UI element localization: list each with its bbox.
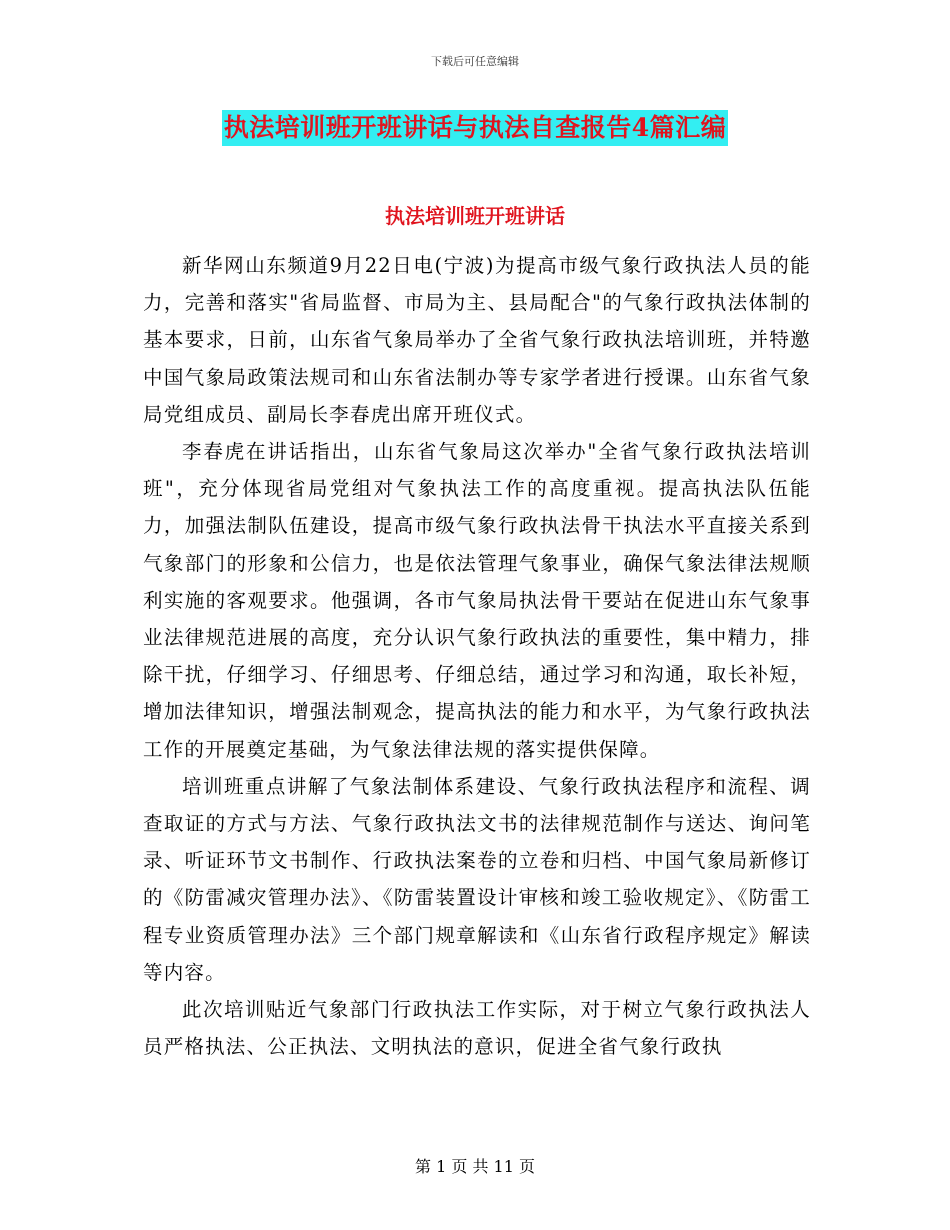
paragraph: 培训班重点讲解了气象法制体系建设、气象行政执法程序和流程、调查取证的方式与方法、气象行政执法文书的法律规范制作与送达、询问笔录、听证环节文书制作、行政执法案卷的立卷和归档、中国气象局新修订的《防雷减灾管理办法》、《防雷装置设计审核和竣工验收规定》、《防雷工程专业资质管理办法》三个部门规章解读和《山东省行政程序规定》解读等内容。 [143,774,811,984]
section-title: 执法培训班开班讲话 [385,204,565,228]
page-number: 第 1 页 共 11 页 [415,1157,535,1176]
paragraph: 此次培训贴近气象部门行政执法工作实际，对于树立气象行政执法人员严格执法、公正执法、文明执法的意识，促进全省气象行政执 [143,998,811,1059]
main-title-wrap [0,110,950,146]
header-note: 下载后可任意编辑 [431,55,519,68]
paragraph: 李春虎在讲话指出，山东省气象局这次举办"全省气象行政执法培训班"，充分体现省局党组对气象执法工作的高度重视。提高执法队伍能力，加强法制队伍建设，提高市级气象行政执法骨干执法水平直接关系到气象部门的形象和公信力，也是依法管理气象事业，确保气象法律法规顺利实施的客观要求。他强调，各市气象局执法骨干要站在促进山东气象事业法律规范进展的高度，充分认识气象行政执法的重要性，集中精力，排除干扰，仔细学习、仔细思考、仔细总结，通过学习和沟通，取长补短，增加法律知识，增强法制观念，提高执法的能力和水平，为气象行政执法工作的开展奠定基础，为气象法律法规的落实提供保障。 [143,440,811,761]
paragraph: 新华网山东频道9月22日电(宁波)为提高市级气象行政执法人员的能力，完善和落实"省局监督、市局为主、县局配合"的气象行政执法体制的基本要求，日前，山东省气象局举办了全省气象行政执法培训班，并特邀中国气象局政策法规司和山东省法制办等专家学者进行授课。山东省气象局党组成员、副局长李春虎出席开班仪式。 [143,254,811,426]
body-text [143,247,811,1065]
document-title: 执法培训班开班讲话与执法自查报告4篇汇编 [222,110,728,146]
